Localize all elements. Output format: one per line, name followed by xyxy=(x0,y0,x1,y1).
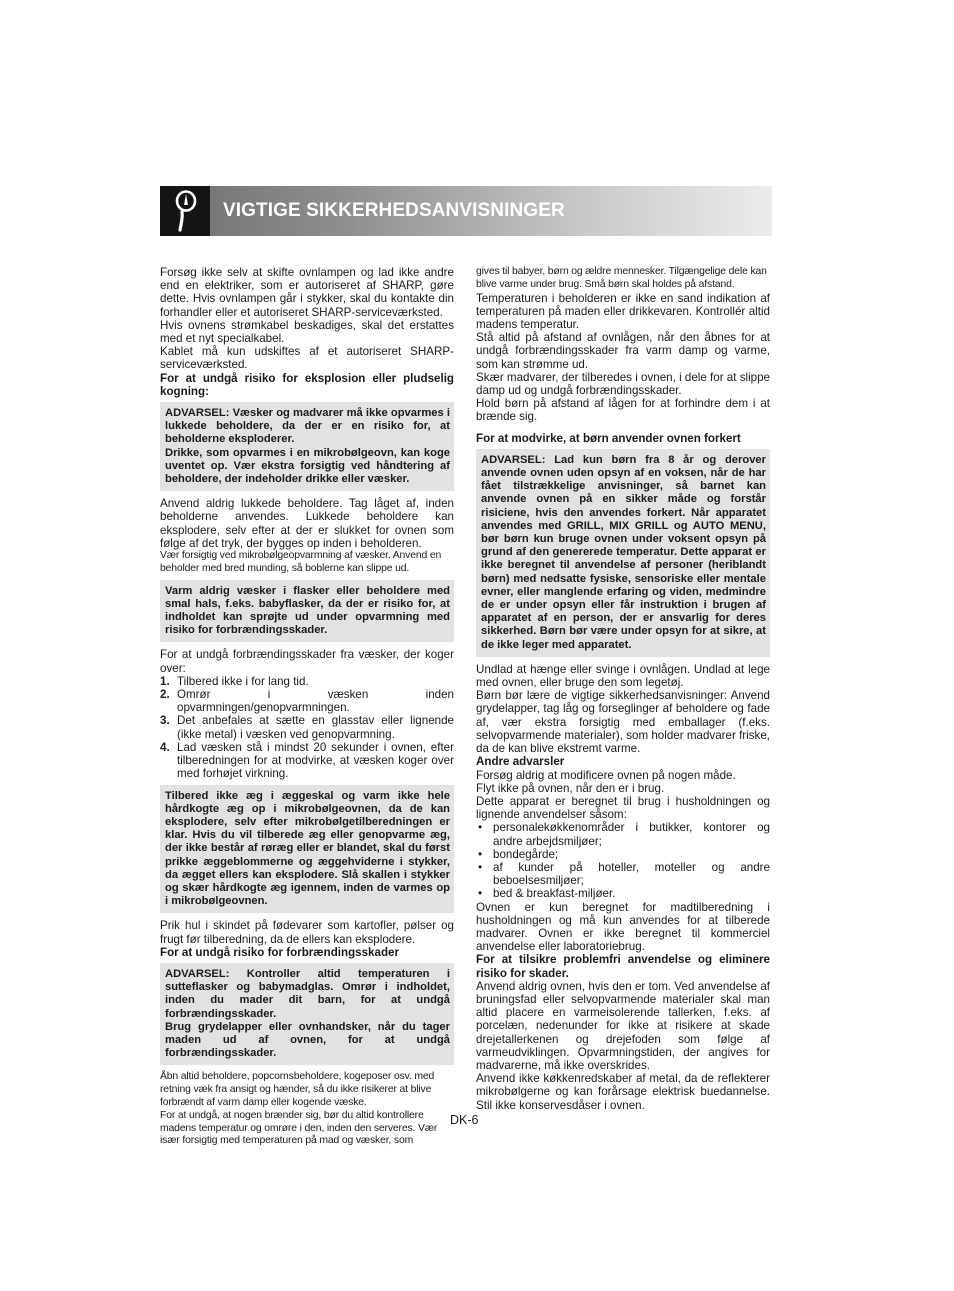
list-item xyxy=(476,848,770,861)
list-text: Lad væsken stå i mindst 20 sekunder i ovnen, efter tilberedningen for at modvirke, at væsken koger over med forhøjet virkning. xyxy=(177,740,454,781)
paragraph: Åbn altid beholdere, popcornsbeholdere, kogeposer osv. med retning væk fra ansigt og hænder, så du ikke risikerer at blive forbrændt af varm damp eller kogende væske. xyxy=(160,1071,435,1108)
list-number: 2. xyxy=(160,688,170,702)
paragraph: Dette apparat er beregnet til brug i husholdningen og lignende anvendelser såsom: xyxy=(476,794,770,822)
list-text: bed & breakfast-miljøer. xyxy=(493,887,616,901)
paragraph: Flyt ikke på ovnen, når den er i brug. xyxy=(476,781,665,795)
subheading: For at undgå risiko for forbrændingsskader xyxy=(160,945,399,959)
warning-text: Drikke, som opvarmes i en mikrobølgeovn, kan koge uventet op. Vær ekstra forsigtig ved håndtering af beholdere, der indeholder drikke eller væsker. xyxy=(165,446,450,486)
bullet-list xyxy=(476,821,770,900)
list-item xyxy=(476,821,770,847)
paragraph: Hold børn på afstand af lågen for at forhindre dem i at brænde sig. xyxy=(476,397,770,424)
list-item xyxy=(476,861,770,887)
list-text: Det anbefales at sætte en glasstav eller lignende (ikke metal) i væsken ved genopvarmning. xyxy=(177,714,454,741)
warning-text: ADVARSEL: Lad kun børn fra 8 år og derover anvende ovnen uden opsyn af en voksen, når de har fået tilstrækkelige anvisninger, så barnet kan anvende ovnen på en sikker måde og forstår risiciene, hvis den anvendes forkert. Når apparatet anvendes med GRILL, MIX GRILL og AUTO MENU, bør børn kun bruge ovnen under voksent opsyn på grund af den genererede temperatur. Dette apparat er ikke beregnet til anvendelse af personer (heriblandt børn) med nedsatte fysiske, sensoriske eller mentale evner, eller manglende erfaring og viden, medmindre de er under opsyn eller får instruktion i brugen af apparatet af en person, der er ansvarlig for deres sikkerhed. Børn bør være under opsyn for at sikre, at de ikke leger med apparatet. xyxy=(481,453,766,651)
warning-box xyxy=(476,449,770,657)
paragraph: Børn bør lære de vigtige sikkerhedsanvisninger: Anvend grydelapper, tag låg og forseglinger af beholdere og fade af, vær ekstra forsigtig med emballager (f.eks. selvopvarmende materialer), som holder madvarer friske, da de kan blive ekstremt varme. xyxy=(476,689,770,756)
warning-text: Tilbered ikke æg i æggeskal og varm ikke hele hårdkogte æg op i mikrobølgeovnen, da de kan eksplodere, selv efter mikrobølgetilberedningen er klar. Hvis du vil tilberede æg eller genopvarme æg, der ikke består af røræg eller er blandet, skal du først prikke æggeblommerne og æggehviderne i stykker, da ægget ellers kan eksplodere. Slå skallen i stykker og skær hårdkogte æg igennem, inden de varmes op i mikrobølgeovnen. xyxy=(165,789,450,908)
numbered-list xyxy=(160,675,454,781)
subheading: For at modvirke, at børn anvender ovnen forkert xyxy=(476,431,741,445)
paragraph: Ovnen er kun beregnet for madtilberedning i husholdningen og må kun anvendes for at tilberede madvarer. Ovnen er ikke beregnet til kommerciel anvendelse eller laboratoriebrug. xyxy=(476,900,770,954)
warning-box xyxy=(160,580,454,643)
paragraph: For at undgå, at nogen brænder sig, bør du altid kontrollere madens temperatur og omrøre i den, inden den serveres. Vær især forsigtig med temperaturen på mad og væsker, som xyxy=(160,1109,438,1147)
paragraph: gives til babyer, børn og ældre mennesker. Tilgængelige dele kan blive varme under brug. Små børn skal holdes på afstand. xyxy=(476,266,767,290)
warning-text: Varm aldrig væsker i flasker eller beholdere med smal hals, f.eks. babyflasker, da der er risiko for, at indholdet kan sprøjte ud under opvarmning med risiko for forbrændingsskader. xyxy=(165,584,450,637)
list-text: bondegårde; xyxy=(493,847,559,861)
paragraph: Anvend ikke køkkenredskaber af metal, da de reflekterer mikrobølgerne og kan forårsage elektrisk buedannelse. Stil ikke konservesdåser i ovnen. xyxy=(476,1072,770,1112)
right-column xyxy=(476,266,770,1112)
paragraph: Prik hul i skindet på fødevarer som kartofler, pølser og frugt før tilberedning, da de ellers kan eksplodere. xyxy=(160,919,454,946)
bullet-icon: • xyxy=(478,847,483,861)
paragraph: Skær madvarer, der tilberedes i ovnen, i dele for at slippe damp ud og undgå forbrændingsskader. xyxy=(476,370,770,398)
bullet-icon: • xyxy=(478,860,483,874)
warning-box xyxy=(160,785,454,914)
paragraph: Anvend aldrig lukkede beholdere. Tag låget af, inden beholderne anvendes. Lukkede beholdere kan eksplodere, selv efter at der er slukket for ovnen som følge af det tryk, der bygges op inden i beholderen. xyxy=(160,497,454,550)
subheading: For at tilsikre problemfri anvendelse og eliminere risiko for skader. xyxy=(476,953,770,980)
list-text: Omrør i væsken inden opvarmningen/genopvarmningen. xyxy=(177,688,454,715)
paragraph: Forsøg aldrig at modificere ovnen på nogen måde. xyxy=(476,768,736,782)
page-number: DK-6 xyxy=(450,1113,479,1127)
paragraph: Anvend aldrig ovnen, hvis den er tom. Ved anvendelse af bruningsfad eller selvopvarmende materialer skal man altid placere en varmeisolerende tallerken, f.eks. af porcelæn, nedenunder for ikke at risikere at skade drejetallerkenen og drejefoden som følge af varmeudviklingen. Opvarmningstiden, der angives for madvarerne, må ikke overskrides. xyxy=(476,979,770,1072)
bullet-icon: • xyxy=(478,887,483,901)
paragraph: Temperaturen i beholderen er ikke en sand indikation af temperaturen på maden eller drikkevaren. Kontrollér altid madens temperatur. xyxy=(476,291,770,331)
list-item xyxy=(476,887,770,900)
paragraph: For at undgå forbrændingsskader fra væsker, der koger over: xyxy=(160,648,454,675)
warning-text: ADVARSEL: Kontroller altid temperaturen i sutteflasker og babymadglas. Omrør i indholdet, inden du mader dit barn, for at undgå forbrændingsskader. xyxy=(165,967,450,1020)
paragraph: Hvis ovnens strømkabel beskadiges, skal det erstattes med et nyt specialkabel. xyxy=(160,318,454,346)
list-text: Tilbered ikke i for lang tid. xyxy=(177,674,309,688)
warning-box xyxy=(160,402,454,491)
warning-text: ADVARSEL: Væsker og madvarer må ikke opvarmes i lukkede beholdere, da der er en risiko for, at beholderne eksploderer. xyxy=(165,407,450,446)
paragraph: Kablet må kun udskiftes af et autoriseret SHARP-serviceværksted. xyxy=(160,345,454,372)
list-number: 4. xyxy=(160,740,170,754)
bullet-icon: • xyxy=(478,821,483,835)
list-number: 1. xyxy=(160,674,170,688)
paragraph: Undlad at hænge eller svinge i ovnlågen. Undlad at lege med ovnen, eller bruge den som legetøj. xyxy=(476,662,770,690)
list-text: af kunder på hoteller, moteller og andre beboelsesmiljøer; xyxy=(493,860,770,888)
list-item xyxy=(160,741,454,781)
list-number: 3. xyxy=(160,714,170,728)
paragraph: Vær forsigtig ved mikrobølgeopvarmning af væsker. Anvend en beholder med bred munding, så boblerne kan slippe ud. xyxy=(160,550,442,574)
paragraph: Forsøg ikke selv at skifte ovnlampen og lad ikke andre end en elektriker, som er autoriseret af SHARP, gøre dette. Hvis ovnlampen går i stykker, skal du kontakte din forhandler eller et autoriseret SHARP-serviceværksted. xyxy=(160,266,454,319)
subheading: For at undgå risiko for eksplosion eller pludselig kogning: xyxy=(160,371,454,398)
section-header xyxy=(160,186,772,236)
paragraph: Stå altid på afstand af ovnlågen, når den åbnes for at undgå forbrændingsskader fra varm damp og varme, som kan strømme ud. xyxy=(476,331,770,371)
list-item xyxy=(160,714,454,740)
subheading: Andre advarsler xyxy=(476,755,565,769)
list-item xyxy=(160,688,454,714)
left-column xyxy=(160,266,454,1148)
warning-box xyxy=(160,963,454,1065)
warning-text: Brug grydelapper eller ovnhandsker, når du tager maden ud af ovnen, for at undgå forbrændingsskader. xyxy=(165,1020,450,1060)
list-item xyxy=(160,675,454,688)
exclamation-icon xyxy=(160,186,210,236)
page-title: VIGTIGE SIKKERHEDSANVISNINGER xyxy=(223,200,565,221)
list-text: personalekøkkenområder i butikker, kontorer og andre arbejdsmiljøer; xyxy=(493,821,770,848)
